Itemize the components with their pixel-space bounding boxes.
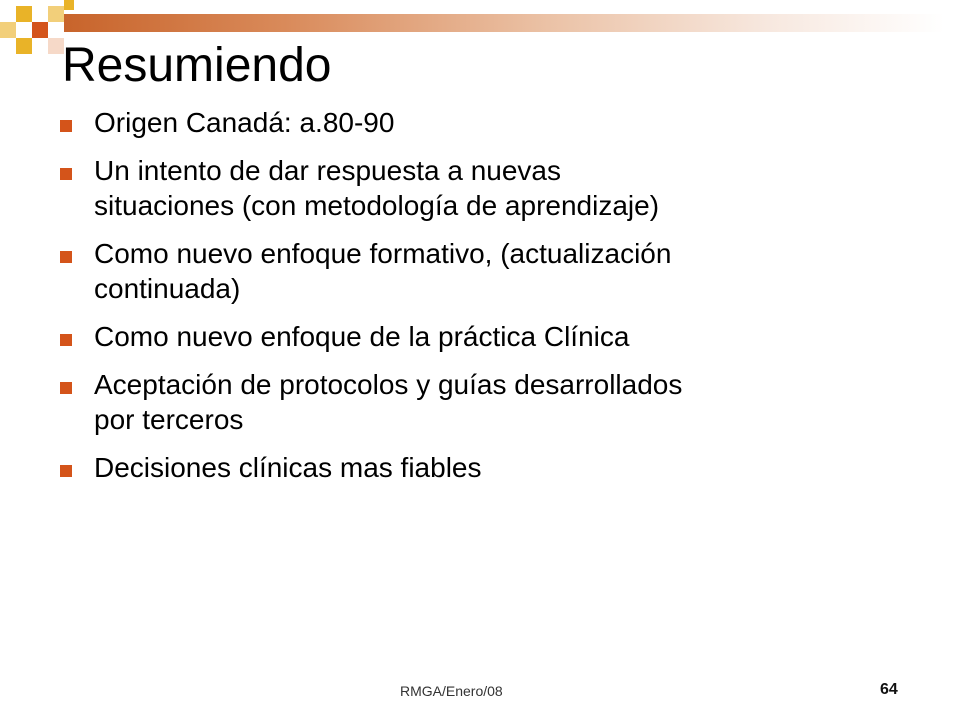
slide-title: Resumiendo xyxy=(62,39,332,92)
decor-square-1 xyxy=(16,6,32,22)
page-number: 64 xyxy=(880,681,898,698)
bullet-item xyxy=(60,319,900,354)
bullet-square-icon xyxy=(60,251,72,263)
footer-text: RMGA/Enero/08 xyxy=(400,683,503,699)
bullet-text-line: Como nuevo enfoque de la práctica Clínica xyxy=(94,321,630,352)
decor-square-4 xyxy=(0,22,16,38)
bullet-text-line: Decisiones clínicas mas fiables xyxy=(94,452,482,483)
bullet-square-icon xyxy=(60,168,72,180)
decor-square-3 xyxy=(48,6,64,22)
decor-square-7 xyxy=(64,0,74,10)
bullet-square-icon xyxy=(60,334,72,346)
bullet-text-line: situaciones (con metodología de aprendizaje) xyxy=(94,190,660,221)
bullet-text-line: Un intento de dar respuesta a nuevas xyxy=(94,155,561,186)
bullet-list xyxy=(60,105,900,498)
bullet-item xyxy=(60,153,900,223)
bullet-text-line: Aceptación de protocolos y guías desarrollados xyxy=(94,369,683,400)
bullet-text-line: continuada) xyxy=(94,273,241,304)
decor-square-2 xyxy=(32,22,48,38)
bullet-item xyxy=(60,367,900,437)
bullet-square-icon xyxy=(60,382,72,394)
bullet-item xyxy=(60,105,900,140)
bullet-item xyxy=(60,450,900,485)
decor-square-5 xyxy=(16,38,32,54)
bullet-square-icon xyxy=(60,465,72,477)
bullet-text-line: Origen Canadá: a.80-90 xyxy=(94,107,395,138)
title-gradient-bar xyxy=(64,14,944,32)
bullet-text-line: por terceros xyxy=(94,404,244,435)
bullet-text-line: Como nuevo enfoque formativo, (actualización xyxy=(94,238,672,269)
bullet-item xyxy=(60,236,900,306)
bullet-square-icon xyxy=(60,120,72,132)
